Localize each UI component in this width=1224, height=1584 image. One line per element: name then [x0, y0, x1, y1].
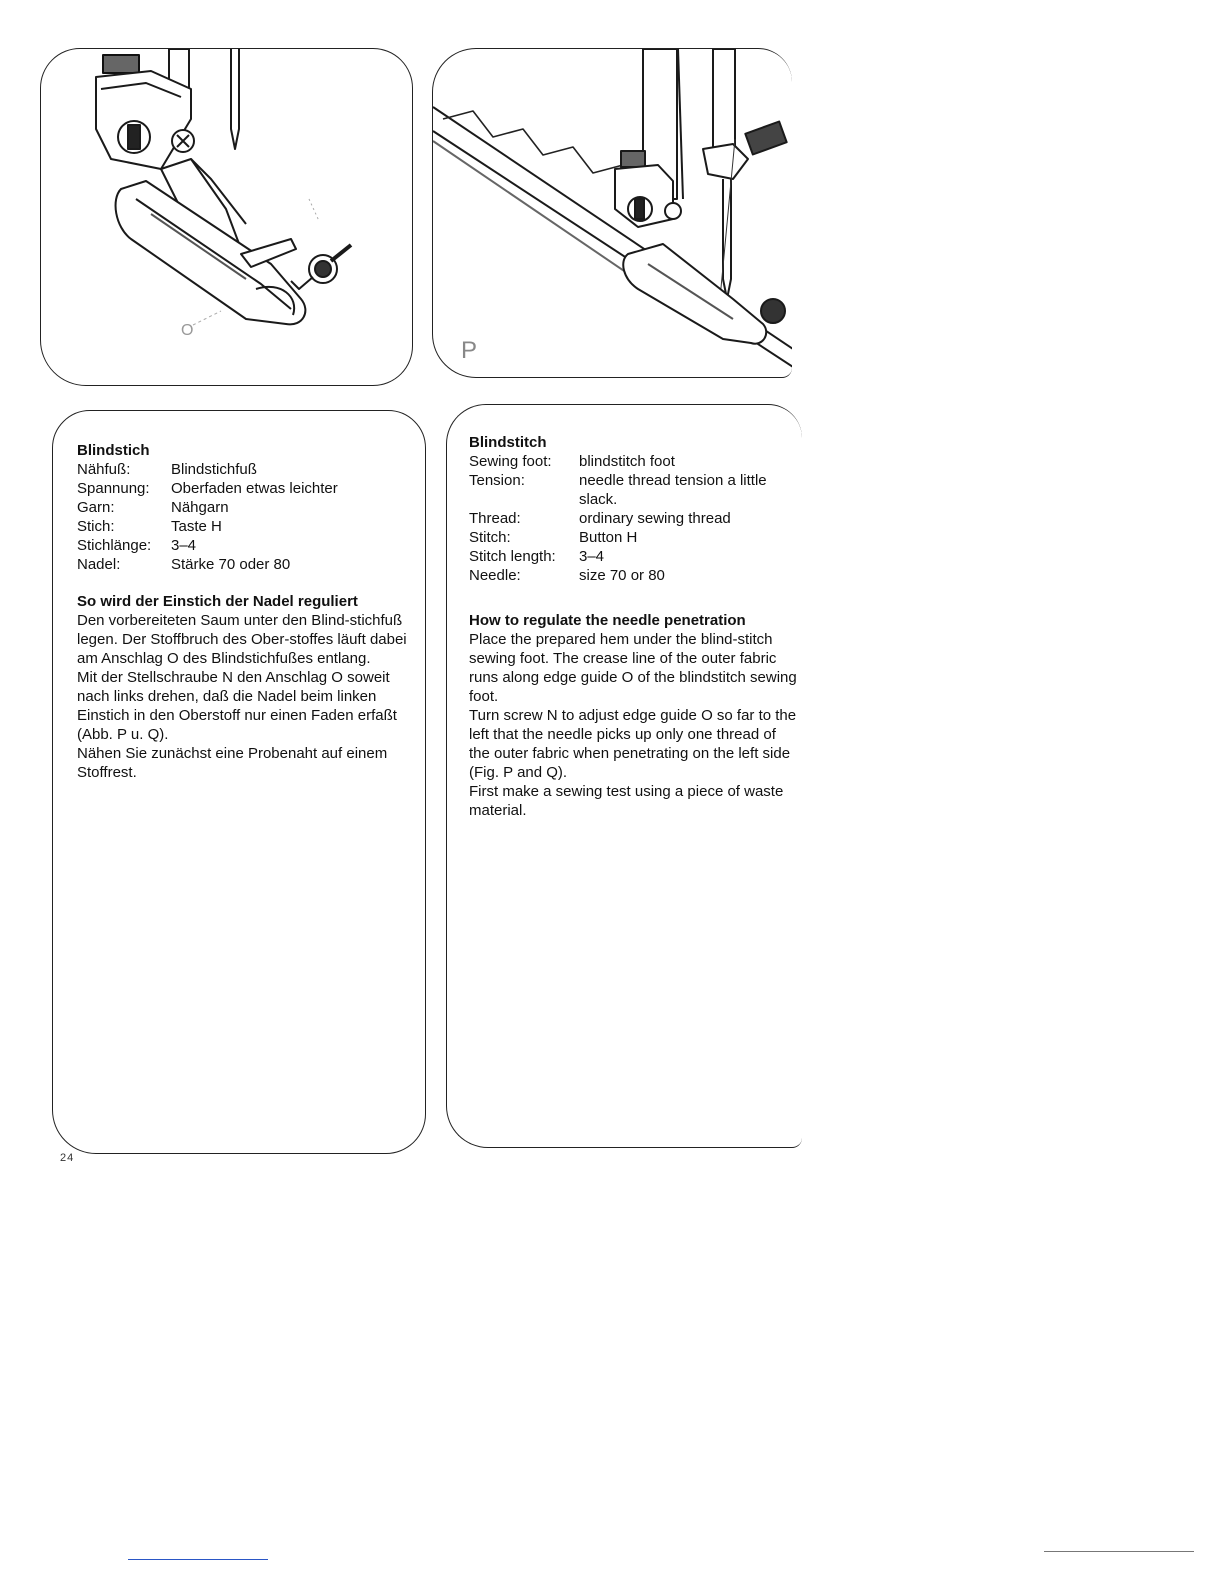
spec-key: Garn: — [77, 499, 115, 516]
spec-row — [469, 547, 799, 566]
spec-value: Taste H — [171, 518, 222, 535]
spec-value: Stärke 70 oder 80 — [171, 556, 291, 573]
spec-row — [77, 460, 338, 479]
german-paragraph: Mit der Stellschraube N den Anschlag O soweit nach links drehen, daß die Nadel beim linken Einstich in den Oberstoff nur einen Faden erfaßt (Abb. P u. Q). — [77, 669, 397, 743]
figure-label: P — [461, 337, 478, 364]
spec-value: needle thread tension a little slack. — [579, 472, 767, 508]
english-paragraph: Turn screw N to adjust edge guide O so far to the left that the needle picks up only one thread of the outer fabric when penetrating on the left side (Fig. P and Q). — [469, 707, 797, 781]
spec-key: Nähfuß: — [77, 461, 131, 478]
spec-value: Blindstichfuß — [171, 461, 257, 478]
spec-row — [77, 517, 338, 536]
spec-value: 3–4 — [171, 537, 197, 554]
spec-key: Thread: — [469, 510, 521, 527]
german-instructions-panel — [52, 410, 426, 1154]
english-specs-table — [469, 452, 799, 585]
spec-value: 3–4 — [579, 548, 605, 565]
illustration-left-panel — [40, 48, 413, 386]
spec-value: Button H — [579, 529, 638, 546]
blindstitch-foot-drawing — [41, 49, 413, 386]
spec-key: Tension: — [469, 472, 525, 489]
spec-row — [469, 528, 799, 547]
german-text-block — [77, 441, 407, 782]
german-subtitle: So wird der Einstich der Nadel reguliert — [77, 593, 358, 610]
spec-value: Nähgarn — [171, 499, 229, 516]
bottom-right-rule — [1044, 1551, 1194, 1552]
spec-row — [77, 498, 338, 517]
spec-key: Stichlänge: — [77, 537, 152, 554]
english-text-block — [469, 433, 799, 820]
spec-value: blindstitch foot — [579, 453, 675, 470]
illustration-right-panel — [432, 48, 792, 378]
german-title: Blindstich — [77, 442, 150, 459]
english-paragraph: First make a sewing test using a piece of waste material. — [469, 783, 784, 819]
spec-key: Stitch length: — [469, 548, 556, 565]
spec-key: Stitch: — [469, 529, 511, 546]
spec-row — [469, 471, 799, 509]
spec-key: Spannung: — [77, 480, 150, 497]
spec-value: ordinary sewing thread — [579, 510, 731, 527]
spec-row — [469, 452, 799, 471]
spec-value: size 70 or 80 — [579, 567, 665, 584]
spec-row — [77, 555, 338, 574]
bottom-left-rule — [128, 1559, 268, 1560]
english-subtitle: How to regulate the needle penetration — [469, 612, 746, 629]
spec-key: Needle: — [469, 567, 521, 584]
spec-key: Nadel: — [77, 556, 121, 573]
german-specs-table — [77, 460, 338, 574]
spec-row — [469, 509, 799, 528]
blindstitch-sewing-drawing — [433, 49, 792, 378]
svg-text:O: O — [181, 322, 194, 339]
spec-key: Stich: — [77, 518, 115, 535]
spec-row — [77, 479, 338, 498]
spec-value: Oberfaden etwas leichter — [171, 480, 338, 497]
english-paragraph: Place the prepared hem under the blind-stitch sewing foot. The crease line of the outer fabric runs along edge guide O of the blindstitch sewing foot. — [469, 631, 797, 705]
page-number: 24 — [60, 1152, 75, 1164]
spec-row — [469, 566, 799, 585]
german-paragraph: Nähen Sie zunächst eine Probenaht auf einem Stoffrest. — [77, 745, 388, 781]
german-paragraph: Den vorbereiteten Saum unter den Blind-stichfuß legen. Der Stoffbruch des Ober-stoffes läuft dabei am Anschlag O des Blindstichfußes entlang. — [77, 612, 407, 667]
spec-key: Sewing foot: — [469, 453, 552, 470]
spec-row — [77, 536, 338, 555]
english-title: Blindstitch — [469, 434, 547, 451]
english-instructions-panel — [446, 404, 802, 1148]
